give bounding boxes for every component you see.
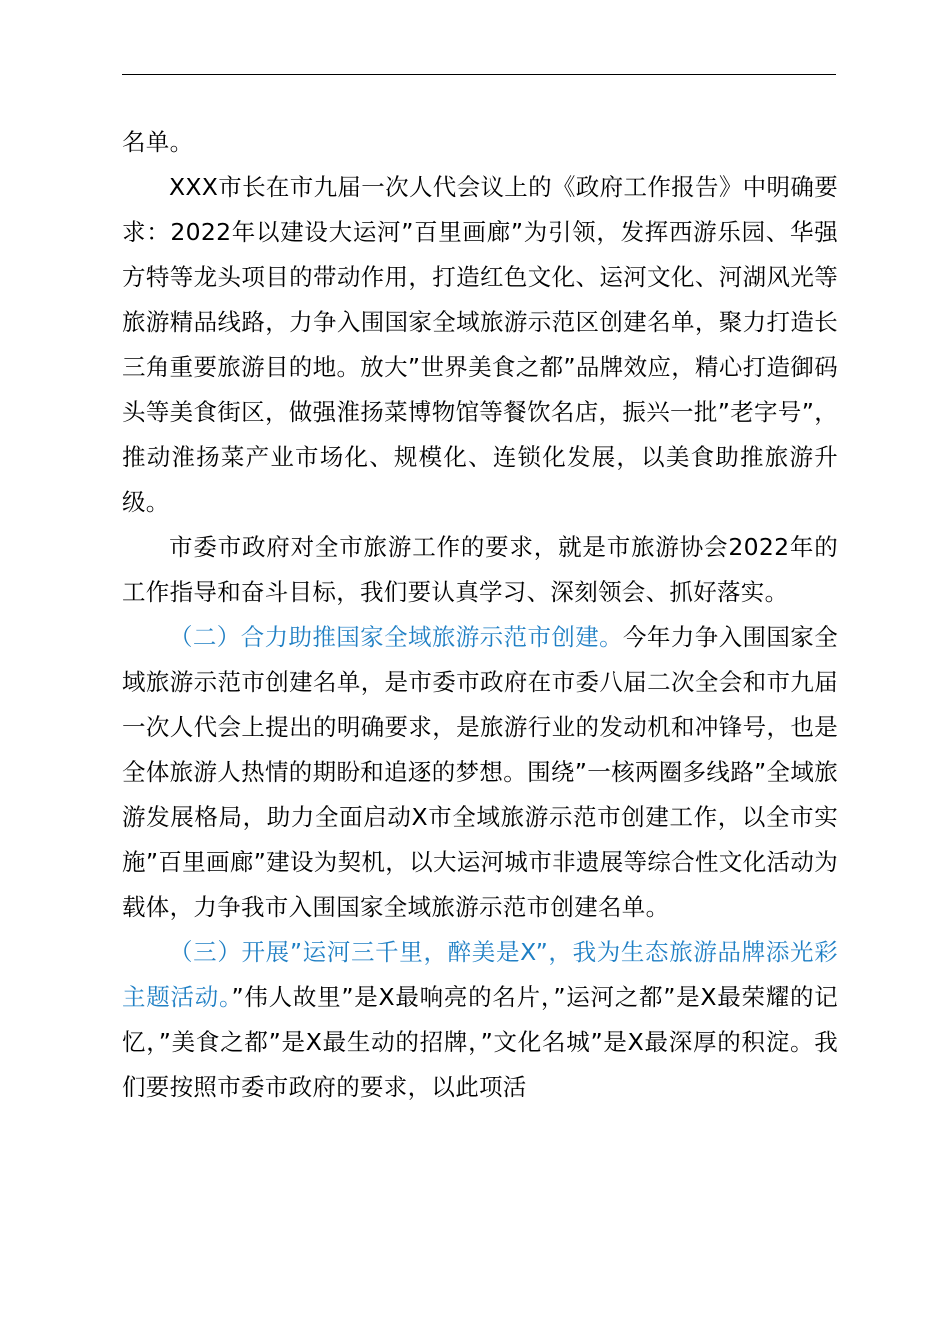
- header-rule: [122, 74, 836, 75]
- paragraph-section-3: [122, 930, 838, 1110]
- paragraph-continuation: [122, 120, 838, 165]
- paragraph-text: 市委市政府对全市旅游工作的要求，就是市旅游协会2022年的工作指导和奋斗目标，我们要认真学习、深刻领会、抓好落实。: [122, 533, 838, 606]
- paragraph-section-2: [122, 615, 838, 930]
- paragraph-government-report: [122, 165, 838, 525]
- paragraph-text: 名单。: [122, 128, 194, 156]
- paragraph-text: XXX市长在市九届一次人代会议上的《政府工作报告》中明确要求：2022年以建设大运河”百里画廊”为引领，发挥西游乐园、华强方特等龙头项目的带动作用，打造红色文化、运河文化、河湖风光等旅游精品线路，力争入围国家全域旅游示范区创建名单，聚力打造长三角重要旅游目的地。放大”世界美食之都”品牌效应，精心打造御码头等美食街区，做强淮扬菜博物馆等餐饮名店，振兴一批”老字号”，推动淮扬菜产业市场化、规模化、连锁化发展，以美食助推旅游升级。: [122, 173, 838, 516]
- section-heading: （二）合力助推国家全域旅游示范市创建。: [169, 623, 624, 651]
- paragraph-requirements: [122, 525, 838, 615]
- paragraph-text: 今年力争入围国家全域旅游示范市创建名单，是市委市政府在市委八届二次全会和市九届一次人代会上提出的明确要求，是旅游行业的发动机和冲锋号，也是全体旅游人热情的期盼和追逐的梦想。围绕”一核两圈多线路”全域旅游发展格局，助力全面启动X市全域旅游示范市创建工作，以全市实施”百里画廊”建设为契机，以大运河城市非遗展等综合性文化活动为载体，力争我市入围国家全域旅游示范市创建名单。: [122, 623, 838, 921]
- section-heading: （三）开展”运河三千里，醉美是X”，我为生态旅游品牌添光彩主题活动。: [122, 938, 838, 1011]
- body-text: [122, 120, 838, 1110]
- paragraph-text: ”伟人故里”是X最响亮的名片，”运河之都”是X最荣耀的记忆，”美食之都”是X最生动的招牌，”文化名城”是X最深厚的积淀。我们要按照市委市政府的要求，以此项活: [122, 983, 839, 1101]
